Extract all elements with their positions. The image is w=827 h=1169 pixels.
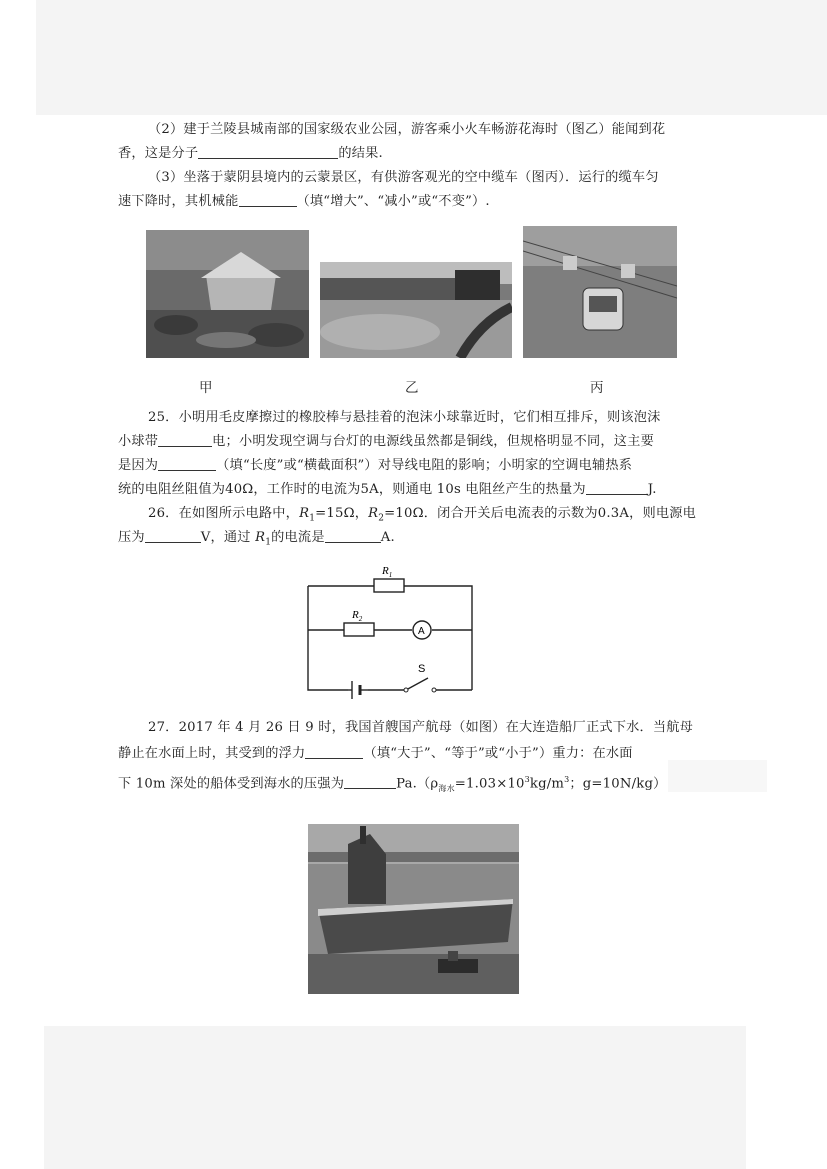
caption-yi: 乙 [405, 380, 419, 396]
q26-line1: 26．在如图所示电路中，$R_1=15\Omega$，$R_2=10\Omega$．闭合开关后电流表的示数为0.3A，则电源电 [148, 506, 697, 524]
r1-subscript: 1 [388, 571, 393, 579]
r2-label: R [352, 609, 359, 621]
q24-line4: 速下降时，其机械能 （填“增大”、“减小”或“不变”）. [118, 194, 490, 209]
switch-contact [404, 688, 408, 692]
switch-contact [432, 688, 436, 692]
q25-line2: 小球带 电；小明发现空调与台灯的电源线虽然都是铜线，但规格明显不同，这主要 [118, 434, 654, 449]
blank-top-area [36, 0, 827, 115]
resistor-r1 [374, 579, 404, 592]
answer-blank[interactable] [586, 480, 648, 495]
ammeter-label: A [418, 626, 425, 637]
caption-bing: 丙 [590, 380, 604, 396]
blank-side-strip [668, 760, 767, 792]
resistor-r2 [344, 623, 374, 636]
photo-aircraft-carrier [308, 824, 519, 994]
answer-blank[interactable] [145, 528, 201, 543]
q26-line2: 压为 V，通过 $R_1$的电流是 A. [118, 530, 395, 548]
answer-blank[interactable] [344, 774, 396, 789]
svg-text:R1 [381, 565, 392, 579]
answer-blank[interactable] [198, 144, 338, 159]
svg-text:R2 [351, 609, 363, 623]
r2-subscript: 2 [358, 615, 363, 623]
r1-label: R [382, 565, 389, 577]
q25-line3: 是因为 （填“长度”或“横截面积”）对导线电阻的影响；小明家的空调电辅热系 [118, 458, 633, 473]
q27-line3: 下 10m 深处的船体受到海水的压强为 $Pa.(\rho_{海水}=1.03\times 10^3kg/m^3$；g=10N/kg） [118, 775, 667, 794]
q27-line2: 静止在水面上时，其受到的浮力 （填“大于”、“等于”或“小于”）重力：在水面 [118, 746, 633, 761]
caption-jia: 甲 [199, 380, 213, 396]
q24-line3: （3）坐落于蒙阴县境内的云蒙景区，有供游客观光的空中缆车（图丙）．运行的缆车匀 [148, 170, 659, 185]
answer-blank[interactable] [158, 432, 212, 447]
photo-bing [523, 226, 677, 358]
photo-yi [320, 262, 512, 358]
q24-line2: 香，这是分子 的结果. [118, 146, 383, 161]
circuit-diagram [300, 560, 490, 705]
q27-line1: 27．2017 年 4 月 26 日 9 时，我国首艘国产航母（如图）在大连造船厂正式下水．当航母 [148, 720, 694, 735]
blank-bottom-area [44, 1026, 746, 1169]
answer-blank[interactable] [239, 192, 297, 207]
q24-line1: （2）建于兰陵县城南部的国家级农业公园，游客乘小火车畅游花海时（图乙）能闻到花 [148, 122, 666, 137]
answer-blank[interactable] [325, 528, 381, 543]
q25-line1: 25．小明用毛皮摩擦过的橡胶棒与悬挂着的泡沫小球靠近时，它们相互排斥，则该泡沫 [148, 410, 661, 425]
photo-jia [146, 230, 309, 358]
answer-blank[interactable] [305, 744, 363, 759]
switch-label: S [418, 663, 426, 675]
q25-line4: 统的电阻丝阻值为40Ω，工作时的电流为5A，则通电 10s 电阻丝产生的热量为 J. [118, 482, 657, 497]
answer-blank[interactable] [158, 456, 216, 471]
